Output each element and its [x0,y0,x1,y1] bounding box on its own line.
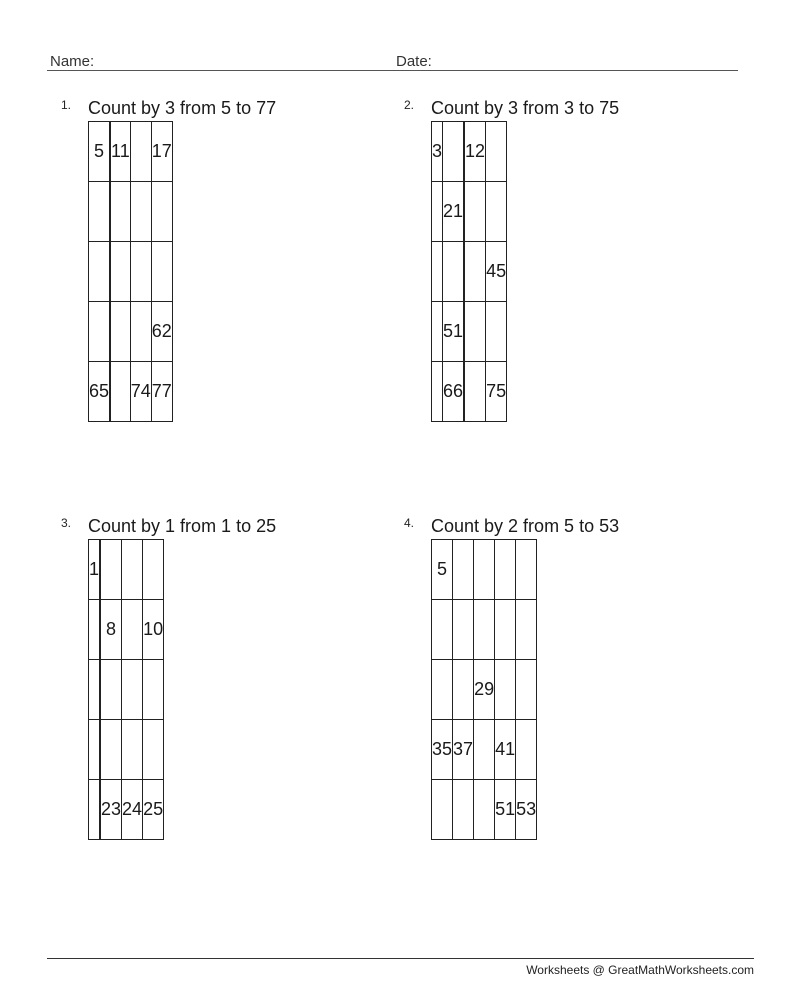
grid-row [89,660,164,720]
problem-title: Count by 1 from 1 to 25 [88,516,277,536]
grid-row [432,660,537,720]
blank-cell[interactable] [474,600,495,660]
grid-row [432,122,507,182]
counting-grid [431,121,507,422]
blank-cell[interactable] [474,540,495,600]
blank-cell[interactable] [453,780,474,840]
number-cell: 53 [516,780,537,840]
number-cell: 10 [143,600,164,660]
date-label: Date: [396,53,432,70]
blank-cell[interactable] [151,182,172,242]
number-cell: 66 [443,362,464,422]
blank-cell[interactable] [130,242,151,302]
number-cell: 12 [465,122,486,182]
number-cell: 1 [89,540,100,600]
number-cell: 29 [474,660,495,720]
blank-cell[interactable] [486,122,507,182]
blank-cell[interactable] [495,540,516,600]
number-cell: 51 [443,302,464,362]
number-cell: 62 [151,302,172,362]
blank-cell[interactable] [101,540,122,600]
number-cell: 11 [111,122,131,182]
grid-row [89,600,164,660]
grid-row [432,182,507,242]
blank-cell[interactable] [151,242,172,302]
problem-title: Count by 3 from 3 to 75 [431,98,620,118]
problem-number: 3. [61,516,72,530]
blank-cell[interactable] [432,302,443,362]
grid-row [432,780,537,840]
blank-cell[interactable] [122,720,143,780]
number-cell: 3 [432,122,443,182]
blank-cell[interactable] [89,780,100,840]
blank-cell[interactable] [474,720,495,780]
blank-cell[interactable] [474,780,495,840]
grid-row [432,540,537,600]
footer-credit: Worksheets @ GreatMathWorksheets.com [526,963,754,977]
blank-cell[interactable] [443,122,464,182]
blank-cell[interactable] [130,182,151,242]
number-cell: 75 [486,362,507,422]
grid-row [432,600,537,660]
problem-number: 4. [404,516,415,530]
grid-row [432,302,507,362]
header-rule [47,70,738,71]
blank-cell[interactable] [453,540,474,600]
number-cell: 65 [89,362,110,422]
blank-cell[interactable] [111,182,131,242]
blank-cell[interactable] [89,720,100,780]
grid-row [432,242,507,302]
blank-cell[interactable] [130,122,151,182]
blank-cell[interactable] [101,660,122,720]
grid-row [89,780,164,840]
blank-cell[interactable] [465,182,486,242]
blank-cell[interactable] [432,242,443,302]
counting-grid [431,539,537,840]
blank-cell[interactable] [432,600,453,660]
blank-cell[interactable] [143,720,164,780]
blank-cell[interactable] [432,780,453,840]
blank-cell[interactable] [486,182,507,242]
grid-row [89,302,173,362]
counting-grid [88,121,173,422]
blank-cell[interactable] [111,362,131,422]
number-cell: 35 [432,720,453,780]
blank-cell[interactable] [516,720,537,780]
problem-title: Count by 2 from 5 to 53 [431,516,620,536]
blank-cell[interactable] [122,600,143,660]
blank-cell[interactable] [516,540,537,600]
blank-cell[interactable] [122,540,143,600]
blank-cell[interactable] [516,600,537,660]
blank-cell[interactable] [486,302,507,362]
number-cell: 25 [143,780,164,840]
problem-number: 2. [404,98,415,112]
blank-cell[interactable] [432,182,443,242]
grid-row [432,720,537,780]
blank-cell[interactable] [89,242,110,302]
blank-cell[interactable] [89,182,110,242]
number-cell: 51 [495,780,516,840]
blank-cell[interactable] [453,600,474,660]
number-cell: 23 [101,780,122,840]
grid-row [89,720,164,780]
counting-grid [88,539,164,840]
grid-row [89,540,164,600]
grid-row [89,122,173,182]
blank-cell[interactable] [122,660,143,720]
blank-cell[interactable] [495,600,516,660]
blank-cell[interactable] [89,600,100,660]
number-cell: 17 [151,122,172,182]
problem-number: 1. [61,98,72,112]
blank-cell[interactable] [143,540,164,600]
number-cell: 8 [101,600,122,660]
number-cell: 74 [130,362,151,422]
grid-row [89,182,173,242]
blank-cell[interactable] [89,660,100,720]
number-cell: 24 [122,780,143,840]
number-cell: 37 [453,720,474,780]
blank-cell[interactable] [143,660,164,720]
blank-cell[interactable] [130,302,151,362]
grid-row [432,362,507,422]
blank-cell[interactable] [111,242,131,302]
number-cell: 5 [432,540,453,600]
blank-cell[interactable] [516,660,537,720]
number-cell: 5 [89,122,110,182]
number-cell: 45 [486,242,507,302]
problem-title: Count by 3 from 5 to 77 [88,98,277,118]
number-cell: 41 [495,720,516,780]
grid-row [89,362,173,422]
number-cell: 77 [151,362,172,422]
blank-cell[interactable] [453,660,474,720]
blank-cell[interactable] [432,660,453,720]
blank-cell[interactable] [465,362,486,422]
blank-cell[interactable] [432,362,443,422]
blank-cell[interactable] [101,720,122,780]
number-cell: 21 [443,182,464,242]
grid-row [89,242,173,302]
blank-cell[interactable] [495,660,516,720]
blank-cell[interactable] [465,302,486,362]
blank-cell[interactable] [111,302,131,362]
name-label: Name: [50,53,95,70]
footer-rule [47,958,754,959]
blank-cell[interactable] [443,242,464,302]
blank-cell[interactable] [465,242,486,302]
blank-cell[interactable] [89,302,110,362]
